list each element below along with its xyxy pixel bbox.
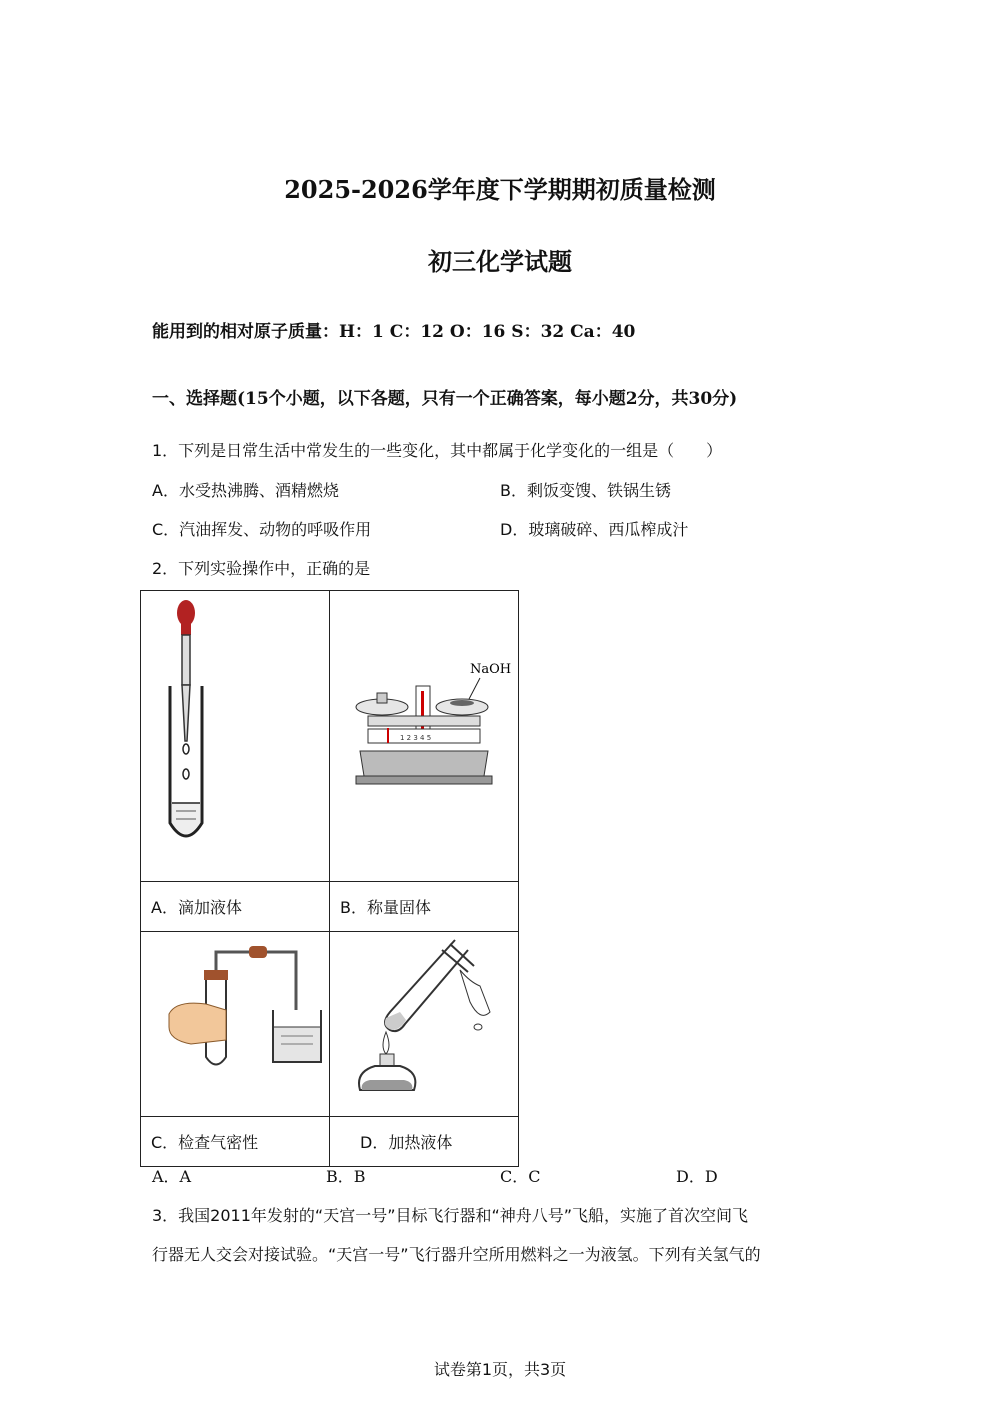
figure-a-dropper [141, 591, 330, 882]
q2-option-c: C．C [500, 1167, 541, 1186]
q2-option-b: B．B [326, 1167, 366, 1186]
figure-c-airtightness [141, 932, 330, 1117]
naoh-label: NaOH [470, 662, 512, 677]
q3-line1: 3．我国2011年发射的“天宫一号”目标飞行器和“神舟八号”飞船，实施了首次空间飞 [152, 1206, 749, 1225]
section-heading: 一、选择题(15个小题，以下各题，只有一个正确答案，每小题2分，共30分) [152, 389, 738, 409]
q2-figure-table [140, 590, 519, 1167]
atomic-masses: 能用到的相对原子质量：H：1 C：12 O：16 S：32 Ca：40 [152, 322, 636, 342]
q2-option-a: A．A [152, 1167, 192, 1186]
q2-stem: 2．下列实验操作中，正确的是 [152, 559, 371, 578]
q1-option-b: B．剩饭变馊、铁锅生锈 [500, 481, 671, 500]
figure-d-label: D．加热液体 [330, 1117, 519, 1167]
q3-line2: 行器无人交会对接试验。“天宫一号”飞行器升空所用燃料之一为液氢。下列有关氢气的 [152, 1245, 761, 1264]
figure-d-heating [330, 932, 519, 1117]
q1-stem: 1．下列是日常生活中常发生的一些变化，其中都属于化学变化的一组是（ ） [152, 441, 723, 460]
exam-subtitle: 初三化学试题 [428, 247, 572, 276]
balance-scale-illustration [330, 591, 518, 877]
figure-c-label: C．检查气密性 [141, 1117, 330, 1167]
svg-text:1 2 3 4 5: 1 2 3 4 5 [400, 734, 432, 742]
q1-option-d: D．玻璃破碎、西瓜榨成汁 [500, 520, 689, 539]
figure-a-label: A．滴加液体 [141, 882, 330, 932]
exam-title: 2025-2026学年度下学期期初质量检测 [284, 175, 716, 204]
figure-b-label: B．称量固体 [330, 882, 519, 932]
q1-option-a: A．水受热沸腾、酒精燃烧 [152, 481, 339, 500]
page-footer: 试卷第1页，共3页 [433, 1360, 567, 1379]
q2-option-d: D．D [676, 1167, 718, 1186]
heating-liquid-illustration [330, 932, 518, 1112]
airtightness-check-illustration [141, 932, 329, 1112]
q1-option-c: C．汽油挥发、动物的呼吸作用 [152, 520, 372, 539]
figure-b-balance [330, 591, 519, 882]
dropper-test-tube-illustration [141, 591, 329, 877]
